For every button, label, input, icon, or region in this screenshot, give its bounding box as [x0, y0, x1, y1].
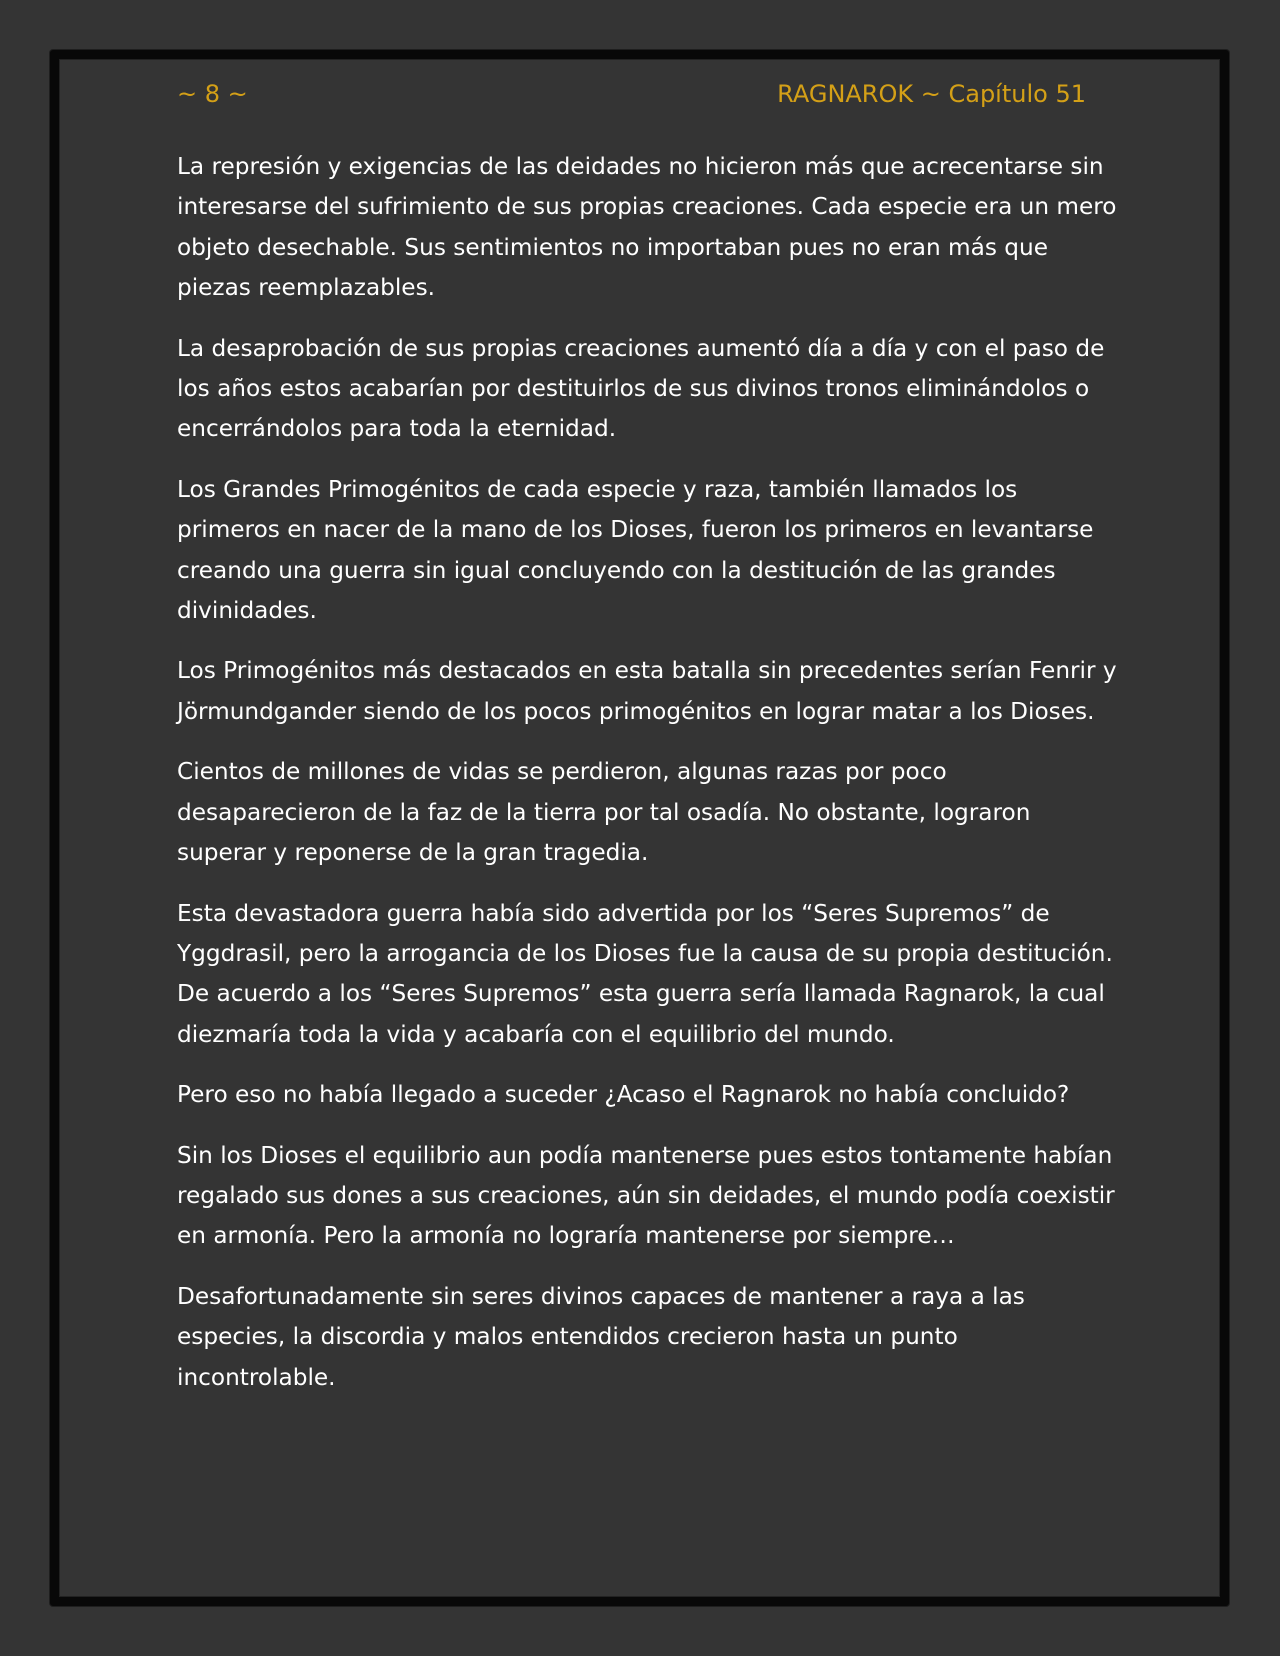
chapter-title: RAGNAROK ~ Capítulo 51 — [777, 80, 1086, 108]
paragraph: Esta devastadora guerra había sido advertida por los “Seres Supremos” de Yggdrasil, pero la arrogancia de los Dioses fue la causa de su propia destitución. De acuerdo a los “Seres Supremos” esta guerra sería llamada Ragnarok, la cual diezmaría toda la vida y acabaría con el equilibrio del mundo. — [177, 899, 1113, 1048]
paragraph: Los Primogénitos más destacados en esta batalla sin precedentes serían Fenrir y Jörmundgander siendo de los pocos primogénitos en lograr matar a los Dioses. — [177, 657, 1117, 725]
paragraph: Sin los Dioses el equilibrio aun podía mantenerse pues estos tontamente habían regalado sus dones a sus creaciones, aún sin deidades, el mundo podía coexistir en armonía. Pero la armonía no lograría mantenerse por siempre… — [177, 1141, 1115, 1250]
paragraph: Desafortunadamente sin seres divinos capaces de mantener a raya a las especies, la discordia y malos entendidos crecieron hasta un punto incontrolable. — [177, 1282, 1025, 1391]
body-text — [177, 147, 1117, 1418]
page-header — [177, 76, 1086, 112]
paragraph: La represión y exigencias de las deidades no hicieron más que acrecentarse sin interesarse del sufrimiento de sus propias creaciones. Cada especie era un mero objeto desechable. Sus sentimientos no importaban pues no eran más que piezas reemplazables. — [177, 153, 1117, 302]
paragraph: Los Grandes Primogénitos de cada especie y raza, también llamados los primeros en nacer de la mano de los Dioses, fueron los primeros en levantarse creando una guerra sin igual concluyendo con la destitución de las grandes divinidades. — [177, 475, 1094, 625]
paragraph: Cientos de millones de vidas se perdieron, algunas razas por poco desaparecieron de la faz de la tierra por tal osadía. No obstante, lograron superar y reponerse de la gran tragedia. — [177, 758, 1031, 867]
paragraph: La desaprobación de sus propias creaciones aumentó día a día y con el paso de los años estos acabarían por destituirlos de sus divinos tronos eliminándolos o encerrándolos para toda la eternidad. — [177, 334, 1105, 443]
page-number: ~ 8 ~ — [177, 80, 248, 108]
paragraph: Pero eso no había llegado a suceder ¿Acaso el Ragnarok no había concluido? — [177, 1081, 1070, 1109]
